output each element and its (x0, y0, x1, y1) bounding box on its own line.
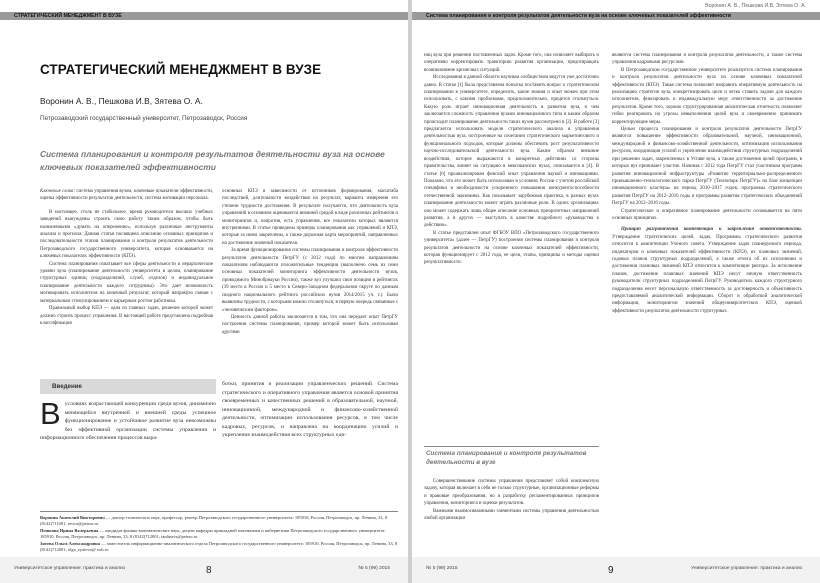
article-title: СТРАТЕГИЧЕСКИЙ МЕНЕДЖМЕНТ В ВУЗЕ (40, 62, 322, 77)
article-subtitle: Система планирования и контроля результатов деятельности вуза на основе ключевых показателей эффективности (40, 149, 385, 172)
abstract-column-1 (40, 188, 213, 370)
abstract-paragraph: За время функционирования системы планирования и контроля эффективности результатов деятельности ПетрГУ (с 2012 года) по многим направлениям показателям наблюдаются положительные тенденции (выполнено семь из семи основных показателей мониторинга эффективности деятельности вузов, проводимого Минобрнауки России), также вуз улучшил свои позиции в рейтингах (39 место в России и 5 место в Северо-Западном федеральном округе по данным сводного национального рейтинга российских вузов 2014/2015 уч. г.). Были выявлены трудности, с которыми можно столкнуться, в первую очередь связанные с «человеческим фактором». (222, 248, 398, 313)
drop-cap: В (40, 400, 61, 431)
intro-paragraph: ботки, принятия и реализации управленческих решений. Система стратегического и оперативного управления является основой принятия своевременных и качественных решений в образовательной, научной, инновационной, международной и финансово-хозяйственной деятельности, оптимизации использования ресурсов, в том числе кадровых, ресурсов, и направлена на координацию усилий и укрепление взаимодействия всех структурных еди- (222, 381, 398, 438)
principle-label: Принцип разграничения компетенции и закрепления ответственности. (621, 227, 802, 233)
abstract-paragraph: основных КПЭ в зависимости от источников формирования, масштаба последствий, длительности воздействия на результат, варианта измерения его степени трудности достижения. В результате получается, что деятельность вуза управлений в основном оценивается внешней средой в виде различных рейтингов и мониторингов и, напротив, есть управления, все показатели которых являются внутренними. В статье приведены примеры планирования как управлений и КПЭ, которые за ними закреплены, а также дорожная карта мероприятий, направленных на достижение значений показателя. (222, 189, 398, 246)
body-paragraph: В Петрозаводском государственном университете реализуется система планирования и контроля результатов деятельности вуза на основе ключевых показателей эффективности (КПЭ). Такая система позволяет направить оперативную деятельность на реализацию стратегии вуза, конкретизировать цели и четко ставить задачи для каждого исполнителя, фиксировать и индивидуальную меру ответственности за достижение результатов. Кроме того, хорошо структурированная аналитическая отчетность позволяет гибко реагировать на угрозы невыполнения целей вуза и своевременно принимать корректирующие меры. (612, 67, 802, 125)
running-header-bar: Система планирования и контроля результатов деятельности вуза на основе ключевых показателей эффективности (412, 12, 820, 20)
body-column-1 (424, 52, 599, 432)
abstract-paragraph: Система планирования охватывает все сферы деятельности и иерархические уровни вуза (планирование деятельности университета в целом, планирование структурных единиц (подразделений, служб, отделов) и индивидуальное планирование деятельности каждого сотрудника). Это дает возможность мотивировать исполнителя на конечный результат, который напрямую связан с материальным стимулированием и карьерным ростом работника. (40, 261, 213, 304)
body-paragraph: являются система планирования и контроля результатов деятельности, а также система управления кадровыми ресурсами. (612, 53, 802, 66)
author-note (40, 515, 398, 528)
principle-paragraph (612, 226, 802, 315)
author-note-name: Зятева Ольга Александровна (40, 540, 100, 546)
intro-column-2 (222, 380, 398, 504)
intro-heading: Введение (40, 379, 216, 394)
principle-text: Утверждение стратегических целей, задач, Программы стратегического развития относится к компетенции Ученого совета. Утверждение задач планируемого периода, индикаторов и ключевых показателей эффективности (КПЭ), их плановых значений, годовых планов структурных подразделений, а также отчета об их исполнении и достижении плановых значений КПЭ относится к компетенции ректора. За исполнение планов, достижение плановых значений КПЭ несут личную ответственность руководители структурных подразделений ПетрГУ. Руководитель каждого структурного подразделения несет персональную ответственность за достоверность и объективность предоставляемой аналитической информации. Сборот и обработкой аналитической информации, мониторингом значений общеуниверситетских КПЭ, оценкой эффективности результатов деятельности структурных (612, 234, 802, 314)
footer-journal: Университетское управление: практика и анализ (691, 566, 802, 571)
left-page (0, 0, 408, 583)
body-paragraph: Важными взаимосвязанными элементами системы управления деятельностью любой организации (424, 508, 599, 522)
keywords-label: Ключевые слова: (40, 189, 76, 194)
footer-issue: № 5 (99) 2015 (358, 566, 390, 571)
author-note (40, 541, 398, 554)
footer-issue: № 5 (99) 2015 (426, 566, 458, 571)
body-column-1-continued (424, 478, 599, 556)
author-note-text: — кандидат физико-математических наук, доцент кафедры прикладной математики и кибернетики Петрозаводского государственного университета: 185910, Россия, Петрозаводск, пр. Ленина, 33, 8 (8142)712001; ianlinavs@petrsu.ru (40, 527, 386, 540)
section-divider (424, 446, 599, 447)
page-footer (0, 557, 408, 583)
section-heading: Система планирования и контроля результатов деятельности в вузе (426, 450, 587, 466)
author-note-text: — доктор технических наук, профессор, ректор Петрозаводского государственного университета: 185910, Россия, Петрозаводск, пр. Ленина, 33, 8 (8142)711001; rector@petrsu.ru (40, 515, 387, 527)
keywords-text: система управления вузом, ключевые показатели эффективности, оценка эффективности результатов деятельности, система мотивации персонала. (40, 189, 213, 202)
author-affiliation: Петрозаводский государственный университет, Петрозаводск, Россия (40, 115, 248, 122)
intro-paragraph: условиях возрастающей конкуренции среди вузов, динамично меняющейся внутренней и внешней среды успешное функционирование и устойчивое развитие вуза невозможны без эффективной организации системы управления и информационного обеспечения процессов выра- (40, 401, 216, 441)
body-paragraph: Целью процесса планирования и контроля результатов деятельности ПетрГУ являются повышение эффективности образовательной, научной, инновационной, международной и финансово-хозяйственной деятельности, оптимизация использования ресурсов, координация усилий и укрепление взаимодействия структурных подразделений при решении задач, закрепленных в Уставе вуза, а также достижения целей программ, в которых вуз принимает участие. Начиная с 2012 года ПетрГУ стал участником программ развития инновационной инфраструктуры «Развитие территориально-распределенного промышленно-технологического парка ПетрГУ (Технопарк ПетрГУ)» на базе концепции инновационного кластера» на период 2010–2017 годов, программы стратегического развития ПетрГУ на 2012–2016 годы и программы развития стратегических объединений ПетрГУ на 2012–2016 годы. (612, 127, 802, 207)
abstract-paragraph: Правильный выбор КПЭ — одна из главных задач, решение которой может должно строить процесс управления. В настоящей работе представлена подробная классификация (40, 306, 213, 326)
author-note-text: — заместитель информационно-аналитического отдела Петрозаводского государственного университета: 185910, Россия, Петрозаводск, пр. Ленина, 33, 8 (8142)712001; olga_zyateva@ rsdi.ru (40, 540, 398, 553)
page-number: 9 (608, 565, 614, 576)
running-header-bar: СТРАТЕГИЧЕСКИЙ МЕНЕДЖМЕНТ В ВУЗЕ (0, 12, 408, 20)
body-paragraph: ниц вуза при решении поставленных задач. Кроме того, она позволяет выбирать и оперативно корректировать траекторию развития организации, предотвращать возникновение кризисных ситуаций. (424, 53, 599, 73)
abstract-column-2 (222, 188, 398, 370)
body-paragraph: Совершенствование системы управления представляет собой комплексную задачу, которая включает в себя не только структурные, организационные реформы и правовые преобразования, но и разработку регламентированных принципов управления, мониторинга и оценки результатов. (424, 479, 599, 507)
author-note (40, 528, 398, 541)
article-authors: Воронин А. В., Пешкова И.В, Зятева О. А. (40, 96, 203, 106)
author-note-name: Воронин Анатолий Викторович (40, 515, 105, 520)
footer-journal: Университетское управление: практика и анализ (14, 566, 125, 571)
intro-column-1 (40, 400, 216, 504)
author-note-name: Пешкова Ирина Валерьевна (40, 527, 99, 533)
abstract-paragraph: Ценность данной работы заключается в том, что она передает опыт ПетрГУ построения системы планирования, пример которой может быть использован другими (222, 314, 398, 335)
abstract-paragraph: В настоящее, столь не стабильное, время руководители высших учебных заведений вынуждены строить свою работу таким образом, чтобы быть назначенными «думать на опережение», используя различные инструменты анализа и прогноза. Данная статья посвящена описанию основных принципов и последовательности этапов планирования и контроля результатов деятельности Петрозаводского государственного университета, которая основывается на ключевых показателях эффективности (КПЭ). (40, 209, 213, 260)
right-page (412, 0, 820, 583)
body-column-2 (612, 52, 802, 556)
page-footer (412, 557, 820, 583)
body-paragraph: В статье представлен опыт ФГБОУ ВПО «Петрозаводского государственного университета» (далее — ПетрГУ) построения системы планирования и контроля результатов деятельности на основе ключевых показателей эффективности, которая функционирует с 2012 года, ее цели, этапы, принципы и методы оценки результативности. (424, 230, 599, 266)
keywords (40, 188, 213, 203)
page-number: 8 (206, 565, 212, 576)
body-paragraph: Исследования в данной области научным сообществом ведутся уже достаточно давно. В статье [1] была представлена попытка поставить вопрос о стратегическом планировании в университете, определить, какие знания и опыт можно при этом использовать, с какими проблемами, предположительно, придется столкнуться. Какую роль играет инновационная деятельность в развитии вуза, и чем заключается сложность управления вузами инновационного типа и каким образом происходит планирование деятельности таких вузов рассмотрено в [2]. В работе [3] предлагается использовать модели стратегического анализа и управления деятельностью вуза, построенные на сочетании стратегического маркетингового и функционального подходов, которые должны обеспечить рост результативности научно-исследовательской деятельности вуза. Каким образом внешние воздействия, которое выражаются в конкретных действиях со стороны правительства, влияет на ситуацию в мексиканских вузах, описывается в [4]. В статье [6] проанализирован финский опыт управления наукой и инновациями. Показано, что его может быть использован в условиях России с учетом российской специфики и необходимости ускоренного повышения конкурентоспособности отечественной экономики. Как показывает зарубежная практика, в разных вузах планирование деятельности может играть различные роли. В одних организациях оно может содержать лишь общее описание основных приоритетных направлений развития, а в других — выступать в качестве подробного «руководства к действию». (424, 75, 599, 229)
author-notes (40, 511, 398, 553)
running-header-authors: Воронин А. В., Пешкова И.В, Зятева О. А. (705, 3, 806, 9)
body-paragraph: Стратегическое и оперативное планирование деятельности основывается на пяти основных принципах. (612, 208, 802, 221)
